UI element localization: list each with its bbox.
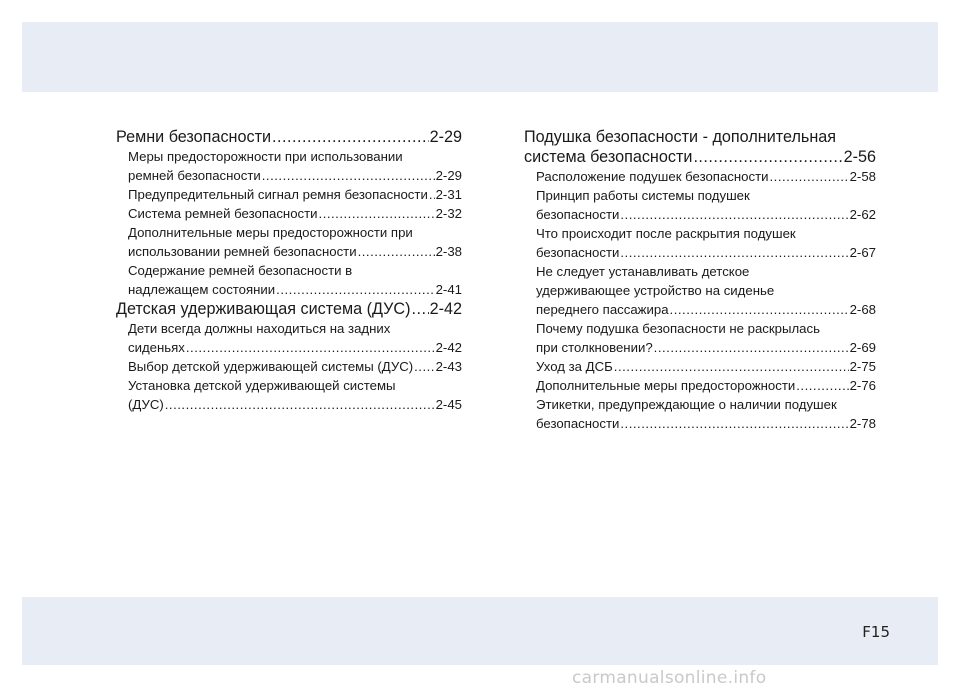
toc-entry-line	[128, 204, 462, 223]
toc-entry-line	[536, 167, 876, 186]
toc-entry-text: Почему подушка безопасности не раскрылась	[536, 321, 820, 336]
toc-page-ref: 2-68	[849, 302, 876, 317]
toc-entry-title: ремней безопасности	[128, 168, 261, 183]
toc-entry-line	[116, 299, 462, 319]
toc-page-ref: 2-43	[435, 359, 462, 374]
page-number: F15	[862, 623, 890, 641]
leader-dots	[276, 280, 434, 299]
leader-dots	[165, 395, 435, 414]
toc-entry-title: безопасности	[536, 245, 620, 260]
toc-entry-text: Содержание ремней безопасности в	[128, 263, 353, 278]
toc-subsection-entry[interactable]	[524, 357, 876, 376]
toc-page-ref: 2-67	[849, 245, 876, 260]
toc-section-entry[interactable]	[116, 299, 462, 319]
toc-entry-line	[536, 243, 876, 262]
toc-page-ref: 2-78	[849, 416, 876, 431]
toc-entry-title: Детская удерживающая система (ДУС)	[116, 300, 411, 318]
toc-entry-title: безопасности	[536, 207, 620, 222]
leader-dots	[414, 357, 434, 376]
leader-dots	[411, 299, 428, 319]
toc-page-ref: 2-41	[435, 282, 462, 297]
toc-entry-line	[536, 414, 876, 433]
toc-subsection-entry[interactable]	[116, 147, 462, 185]
toc-subsection-entry[interactable]	[116, 185, 462, 204]
toc-page-ref: 2-45	[435, 397, 462, 412]
leader-dots	[693, 147, 842, 167]
toc-entry-title: надлежащем состоянии	[128, 282, 276, 297]
toc-subsection-entry[interactable]	[524, 186, 876, 224]
toc-entry-title: Система ремней безопасности	[128, 206, 318, 221]
toc-entry-line	[536, 338, 876, 357]
toc-entry-line	[536, 357, 876, 376]
toc-entry-title: переднего пассажира	[536, 302, 669, 317]
toc-page-ref: 2-32	[435, 206, 462, 221]
toc-entry-line	[128, 242, 462, 261]
toc-entry-title: при столкновении?	[536, 340, 653, 355]
toc-entry-title: (ДУС)	[128, 397, 164, 412]
toc-entry-line	[116, 127, 462, 147]
footer-band	[22, 597, 938, 665]
toc-entry-title: безопасности	[536, 416, 620, 431]
toc-page-ref: 2-31	[435, 187, 462, 202]
toc-entry-title: сиденьях	[128, 340, 185, 355]
toc-subsection-entry[interactable]	[116, 204, 462, 223]
toc-section-entry[interactable]	[116, 127, 462, 147]
toc-entry-text: Меры предосторожности при использовании	[128, 149, 403, 164]
toc-entry-line	[536, 300, 876, 319]
toc-entry-title: Предупредительный сигнал ремня безопасности	[128, 187, 428, 202]
toc-entry-title: использовании ремней безопасности	[128, 244, 357, 259]
toc-subsection-entry[interactable]	[116, 376, 462, 414]
leader-dots	[654, 338, 849, 357]
toc-entry-title: Выбор детской удерживающей системы (ДУС)	[128, 359, 414, 374]
leader-dots	[262, 166, 435, 185]
toc-entry-text: Этикетки, предупреждающие о наличии подушек	[536, 397, 837, 412]
toc-page-ref: 2-56	[843, 148, 876, 166]
toc-entry-title: Ремни безопасности	[116, 128, 272, 146]
toc-subsection-entry[interactable]	[524, 224, 876, 262]
toc-entry-title: Дополнительные меры предосторожности	[536, 378, 796, 393]
toc-entry-title: Расположение подушек безопасности	[536, 169, 769, 184]
leader-dots	[429, 185, 435, 204]
leader-dots	[670, 300, 849, 319]
toc-subsection-entry[interactable]	[524, 376, 876, 395]
toc-subsection-entry[interactable]	[116, 223, 462, 261]
toc-subsection-entry[interactable]	[116, 319, 462, 357]
toc-subsection-entry[interactable]	[116, 261, 462, 299]
leader-dots	[620, 243, 848, 262]
toc-entry-line	[128, 395, 462, 414]
leader-dots	[614, 357, 849, 376]
leader-dots	[796, 376, 848, 395]
toc-entry-line	[128, 357, 462, 376]
toc-section-entry[interactable]	[524, 127, 876, 167]
leader-dots	[770, 167, 849, 186]
toc-entry-line	[128, 185, 462, 204]
toc-column-right	[524, 127, 876, 433]
toc-column-left	[116, 127, 462, 414]
toc-entry-text: Дети всегда должны находиться на задних	[128, 321, 391, 336]
toc-page-ref: 2-62	[849, 207, 876, 222]
leader-dots	[620, 414, 848, 433]
toc-page-ref: 2-38	[435, 244, 462, 259]
toc-subsection-entry[interactable]	[116, 357, 462, 376]
toc-entry-line	[128, 280, 462, 299]
toc-page-ref: 2-29	[429, 128, 462, 146]
toc-entry-text: Принцип работы системы подушек	[536, 188, 750, 203]
toc-entry-text: Не следует устанавливать детское	[536, 264, 750, 279]
toc-entry-title: Уход за ДСБ	[536, 359, 613, 374]
toc-page-ref: 2-69	[849, 340, 876, 355]
watermark-text: carmanualsonline.info	[572, 668, 767, 688]
toc-entry-line	[524, 147, 876, 167]
toc-entry-line	[128, 338, 462, 357]
toc-page-ref: 2-29	[435, 168, 462, 183]
toc-subsection-entry[interactable]	[524, 262, 876, 319]
toc-page-ref: 2-58	[849, 169, 876, 184]
toc-entry-text: удерживающее устройство на сиденье	[536, 283, 775, 298]
toc-entry-title: система безопасности	[524, 148, 693, 166]
leader-dots	[272, 127, 429, 147]
toc-page-ref: 2-42	[435, 340, 462, 355]
toc-page-ref: 2-76	[849, 378, 876, 393]
toc-page-ref: 2-42	[429, 300, 462, 318]
header-band	[22, 22, 938, 92]
toc-page-ref: 2-75	[849, 359, 876, 374]
toc-subsection-entry[interactable]	[524, 395, 876, 433]
toc-entry-line	[128, 166, 462, 185]
toc-entry-line	[536, 376, 876, 395]
toc-subsection-entry[interactable]	[524, 319, 876, 357]
toc-subsection-entry[interactable]	[524, 167, 876, 186]
leader-dots	[319, 204, 435, 223]
toc-entry-text: Что происходит после раскрытия подушек	[536, 226, 796, 241]
leader-dots	[358, 242, 435, 261]
toc-entry-text: Дополнительные меры предосторожности при	[128, 225, 413, 240]
toc-entry-text: Подушка безопасности - дополнительная	[524, 128, 837, 146]
leader-dots	[186, 338, 435, 357]
toc-entry-text: Установка детской удерживающей системы	[128, 378, 396, 393]
leader-dots	[620, 205, 848, 224]
toc-entry-line	[536, 205, 876, 224]
